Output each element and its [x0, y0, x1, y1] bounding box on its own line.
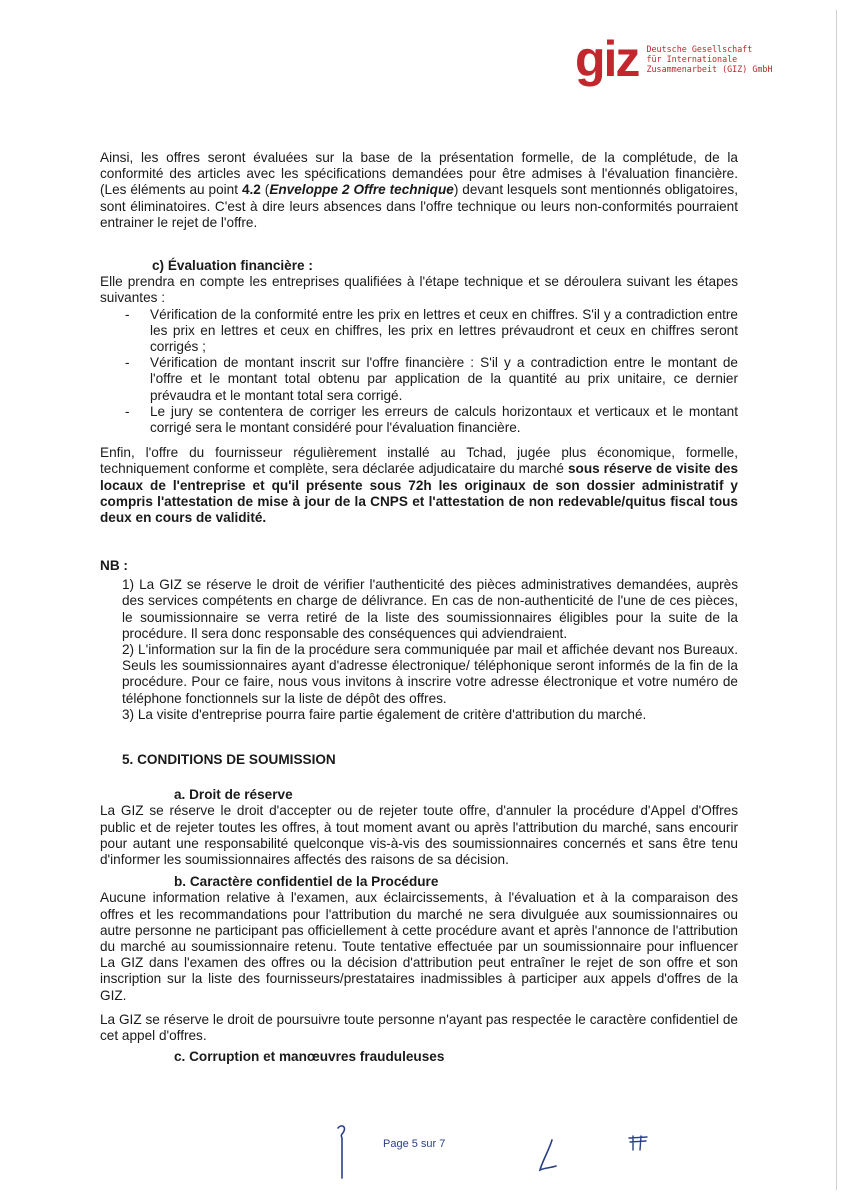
subsection-a-text: La GIZ se réserve le droit d'accepter ou de rejeter toute offre, d'annuler la procédure d'Appel d'Offres public et de rejeter toutes les offres, à tout moment avant ou après l'attribution du marché, sans encourir pour autant une responsabilité quelconque vis-à-vis des soumissionnaires concernés et sans être tenu d'informer les soumissionnaires affectés des raisons de sa décision. [100, 803, 738, 868]
logo-line: Zusammenarbeit (GIZ) GmbH [646, 64, 773, 74]
section-5-submission-conditions [100, 752, 738, 1065]
nb-item: 3) La visite d'entreprise pourra faire partie également de critère d'attribution du marché. [122, 706, 647, 722]
nb-item: 1) La GIZ se réserve le droit de vérifier l'authenticité des pièces administratives demandées, auprès des services compétents en charge de délivrance. En cas de non-authenticité de l'une de ces pièces, le soumissionnaire se verra retiré de la liste des soumissionnaires éligibles pour la suite de la procédure. Il sera donc responsable des conséquences qui adviendraient. [122, 577, 738, 641]
subsection-b-title: b. Caractère confidentiel de la Procédure [174, 874, 439, 890]
award-text: Enfin, l'offre du fournisseur régulièrement installé au Tchad, jugée plus économique, formelle, techniquement conforme et complète, sera déclarée adjudicataire du marché [100, 445, 738, 477]
logo-line: für Internationale [646, 54, 738, 64]
section-c-heading: c) Évaluation financière : [152, 258, 313, 273]
subsection-a-title: a. Droit de réserve [174, 787, 293, 803]
handwritten-initial-3 [628, 1133, 648, 1153]
intro-paragraph-block [100, 150, 738, 231]
intro-text-c: ) devant lesquels sont mentionnés obligatoires, sont éliminatoires. C'est à dire leurs absences dans l'offre technique ou leurs non-conformités pourraient entrainer le rejet de l'offre. [100, 182, 738, 230]
giz-logo-text [646, 44, 772, 74]
giz-logo-mark: giz [575, 31, 639, 87]
subsection-b-text-2: La GIZ se réserve le droit de poursuivre toute personne n'ayant pas respectée le caractère confidentiel de cet appel d'offres. [100, 1011, 738, 1044]
giz-logo [575, 31, 773, 87]
subsection-b-text: Aucune information relative à l'examen, aux éclaircissements, à l'évaluation et à la comparaison des offres et les recommandations pour l'attribution du marché ne sera divulguée aux soumissionnaires ou autre personne ne participant pas officiellement à cette procédure avant et après l'annonce de l'attribution du marché au soumissionnaire retenu. Toute tentative effectuée par un soumissionnaire pour influencer La GIZ dans l'examen des offres ou la décision d'attribution peut entraîner le rejet de son offre et son inscription sur la liste des fournisseurs/prestataires inadmissibles à participer aux appels d'offres de la GIZ. [100, 890, 738, 1003]
intro-text: Ainsi, les offres seront évaluées sur la base de la présentation formelle, de la complétude, de la conformité des articles avec les spécifications demandées pour être admises à l'évaluation financière. [100, 150, 738, 182]
scan-edge-line [836, 10, 837, 1190]
intro-text-b: ( [260, 182, 270, 198]
page-number: Page 5 sur 7 [383, 1138, 446, 1150]
subsection-c-title: c. Corruption et manœuvres frauduleuses [174, 1049, 445, 1065]
nb-title: NB : [100, 558, 128, 573]
section-c-lead: Elle prendra en compte les entreprises qualifiées à l'étape technique et se déroulera suivant les étapes suivantes : [100, 274, 738, 306]
intro-paragraph [100, 150, 738, 231]
evaluation-steps-list [100, 307, 738, 437]
logo-line: Deutsche Gesellschaft [646, 44, 753, 54]
section-c-financial-evaluation [100, 258, 738, 526]
award-conditions-bold: sous réserve de visite des locaux de l'entreprise et qu'il présente sous 72h les originaux de son dossier administratif y compris l'attestation de mise à jour de la CNPS et l'attestation de non redevable/quitus fiscal tous deux en cours de validité. [100, 461, 739, 526]
intro-text-a: (Les éléments au point [100, 182, 242, 198]
list-item: - Vérification de la conformité entre les prix en lettres et ceux en chiffres. S'il y a contradiction entre les prix en lettres et ceux en chiffres, les prix en lettres prévaudront et ceux en chiffres seront corrigés ; [150, 307, 738, 356]
handwritten-initial-2 [536, 1138, 560, 1174]
handwritten-initial-1 [332, 1122, 352, 1180]
section-5-title: 5. CONDITIONS DE SOUMISSION [122, 752, 336, 767]
nb-block [100, 558, 738, 723]
intro-ref-title: Enveloppe 2 Offre technique [269, 182, 454, 198]
list-item: - Vérification de montant inscrit sur l'offre financière : S'il y a contradiction entre le montant de l'offre et le montant total obtenu par application de la quantité au prix unitaire, ce dernier prévaudra et le montant total sera corrigé. [150, 355, 738, 404]
nb-item: 2) L'information sur la fin de la procédure sera communiquée par mail et affichée devant nos Bureaux. Seuls les soumissionnaires ayant d'adresse électronique/ téléphonique seront informés de la fin de la procédure. Pour ce faire, nous vous invitons à inscrire votre adresse électronique et votre numéro de téléphone fonctionnels sur la liste de dépôt des offres. [122, 642, 738, 706]
list-item: - Le jury se contentera de corriger les erreurs de calculs horizontaux et verticaux et le montant corrigé sera le montant considéré pour l'évaluation financière. [150, 404, 738, 436]
award-paragraph [100, 445, 738, 526]
intro-ref: 4.2 [241, 182, 261, 198]
